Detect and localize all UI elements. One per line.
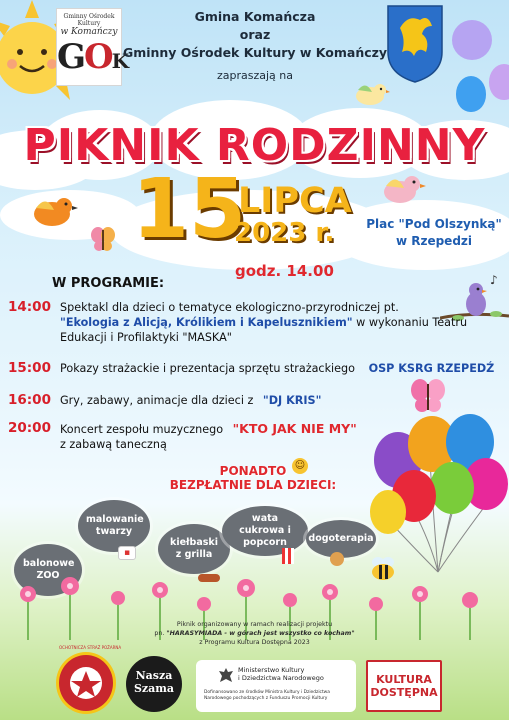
extras-item-label: wata cukrowa i popcorn bbox=[239, 513, 291, 548]
header-line-3: Gminny Ośrodek Kultury w Komańczy bbox=[122, 45, 388, 60]
header-line-1: Gmina Komańcza bbox=[194, 9, 316, 24]
event-month: LIPCA bbox=[238, 181, 352, 221]
bird-icon bbox=[350, 80, 390, 108]
program-time: 15:00 bbox=[8, 360, 51, 376]
program-item bbox=[8, 361, 503, 376]
extras-item bbox=[222, 506, 308, 556]
osp-logo bbox=[56, 645, 122, 714]
program-text: Edukacji i Profilaktyki "MASKA" bbox=[60, 331, 232, 344]
gok-logo bbox=[56, 8, 128, 86]
svg-text:♪: ♪ bbox=[490, 273, 498, 287]
footer-line-2-prefix: pn. bbox=[154, 630, 167, 637]
eagle-icon bbox=[218, 666, 234, 686]
gok-mark-g: G bbox=[57, 37, 85, 77]
program-description bbox=[60, 393, 321, 408]
extras-item-label: balonowe ZOO bbox=[23, 558, 75, 581]
balloon-decoration bbox=[489, 64, 509, 100]
bird-icon bbox=[378, 172, 428, 208]
gok-mark-k: K bbox=[111, 49, 128, 73]
program-description bbox=[60, 361, 494, 376]
osp-emblem-icon bbox=[59, 655, 113, 711]
footer-line-2 bbox=[100, 629, 409, 638]
event-place bbox=[354, 216, 509, 250]
dog-icon bbox=[330, 552, 344, 566]
butterfly-icon bbox=[410, 378, 446, 414]
nasza-szama-line-2: Szama bbox=[133, 682, 175, 695]
balloon-decoration bbox=[456, 76, 486, 112]
program-time: 16:00 bbox=[8, 392, 51, 408]
header-line-2: oraz bbox=[239, 27, 271, 42]
event-hour: godz. 14.00 bbox=[235, 262, 334, 280]
smiley-icon: ☺ bbox=[292, 458, 308, 474]
program-description bbox=[60, 300, 467, 345]
ministry-name-line-1: Ministerstwo Kultury bbox=[238, 666, 305, 674]
gok-mark-o: O bbox=[84, 37, 112, 77]
program-item bbox=[8, 300, 503, 345]
footer-project-title: "HARASYMIADA - w górach jest wszystko co kocham" bbox=[166, 630, 355, 637]
kultura-line-1: KULTURA bbox=[376, 673, 432, 686]
extras-heading-line-2: BEZPŁATNIE DLA DZIECI: bbox=[169, 478, 337, 492]
extras-item-label: malowanie twarzy bbox=[86, 514, 144, 537]
event-place-line-1: Plac "Pod Olszynką" bbox=[366, 217, 502, 231]
program-time: 20:00 bbox=[8, 420, 51, 436]
popcorn-icon bbox=[282, 548, 294, 564]
extras-item-label: dogoterapia bbox=[308, 533, 374, 544]
gok-logo-top: Gminny Ośrodek Kultury bbox=[63, 13, 115, 27]
program-highlight: "Ekologia z Alicją, Królikiem i Kapelusznikiem" bbox=[60, 316, 353, 329]
paint-palette-icon: ▪ bbox=[118, 546, 136, 560]
program-highlight: OSP KSRG RZEPEDŹ bbox=[368, 362, 495, 375]
extras-item-label: kiełbaski z grilla bbox=[170, 537, 218, 560]
program-highlight: "KTO JAK NIE MY" bbox=[232, 421, 357, 436]
coat-of-arms-icon bbox=[386, 4, 444, 84]
balloons-icon bbox=[368, 412, 509, 580]
gok-logo-bottom: w Komańczy bbox=[60, 27, 118, 37]
footer-line-3: z Programu Kultura Dostępna 2023 bbox=[199, 639, 310, 646]
footer-note bbox=[100, 620, 409, 647]
program-time: 14:00 bbox=[8, 299, 51, 315]
ministry-name bbox=[238, 666, 324, 682]
program-text: z zabawą taneczną bbox=[60, 438, 167, 451]
ministry-logo bbox=[196, 660, 356, 712]
program-text: Gry, zabawy, animacje dla dzieci z bbox=[60, 394, 254, 407]
program-text: w wykonaniu Teatru bbox=[352, 316, 468, 329]
nasza-szama-logo bbox=[126, 656, 182, 712]
kultura-dostepna-logo bbox=[366, 660, 442, 712]
program-highlight: "DJ KRIS" bbox=[262, 394, 322, 407]
program-text: Koncert zespołu muzycznego bbox=[60, 423, 224, 436]
extras-item bbox=[78, 500, 150, 552]
extras-heading bbox=[168, 464, 338, 492]
kultura-line-2: DOSTĘPNA bbox=[370, 686, 438, 699]
ministry-name-line-2: i Dziedzictwa Narodowego bbox=[238, 674, 324, 682]
extras-heading-line-1: PONADTO bbox=[219, 464, 287, 478]
event-year: 2023 r. bbox=[234, 218, 335, 248]
balloon-decoration bbox=[444, 12, 501, 69]
gok-logo-mark bbox=[57, 37, 128, 81]
program-text: Pokazy strażackie i prezentacja sprzętu strażackiego bbox=[60, 362, 355, 375]
osp-ring-text: OCHOTNICZA STRAŻ POŻARNA bbox=[59, 645, 122, 650]
program-description bbox=[60, 421, 357, 452]
ministry-funding-note: Dofinansowano ze środków Ministra Kultury i Dziedzictwa Narodowego pochodzących z Funduszu Promocji Kultury bbox=[204, 690, 330, 701]
program-text: Spektakl dla dzieci o tematyce ekologiczno-przyrodniczej pt. bbox=[60, 301, 399, 314]
event-day: 15 bbox=[132, 162, 247, 257]
nasza-szama-line-1: Nasza bbox=[135, 669, 173, 682]
bird-icon bbox=[26, 192, 78, 232]
butterfly-icon bbox=[90, 226, 116, 252]
header-line-4: zapraszają na bbox=[216, 69, 293, 82]
footer-line-1: Piknik organizowany w ramach realizacji projektu bbox=[176, 621, 333, 628]
event-place-line-2: w Rzepedzi bbox=[395, 234, 473, 248]
header bbox=[120, 8, 390, 88]
event-title: PIKNIK RODZINNY bbox=[23, 120, 486, 171]
program-heading: W PROGRAMIE: bbox=[52, 276, 165, 291]
